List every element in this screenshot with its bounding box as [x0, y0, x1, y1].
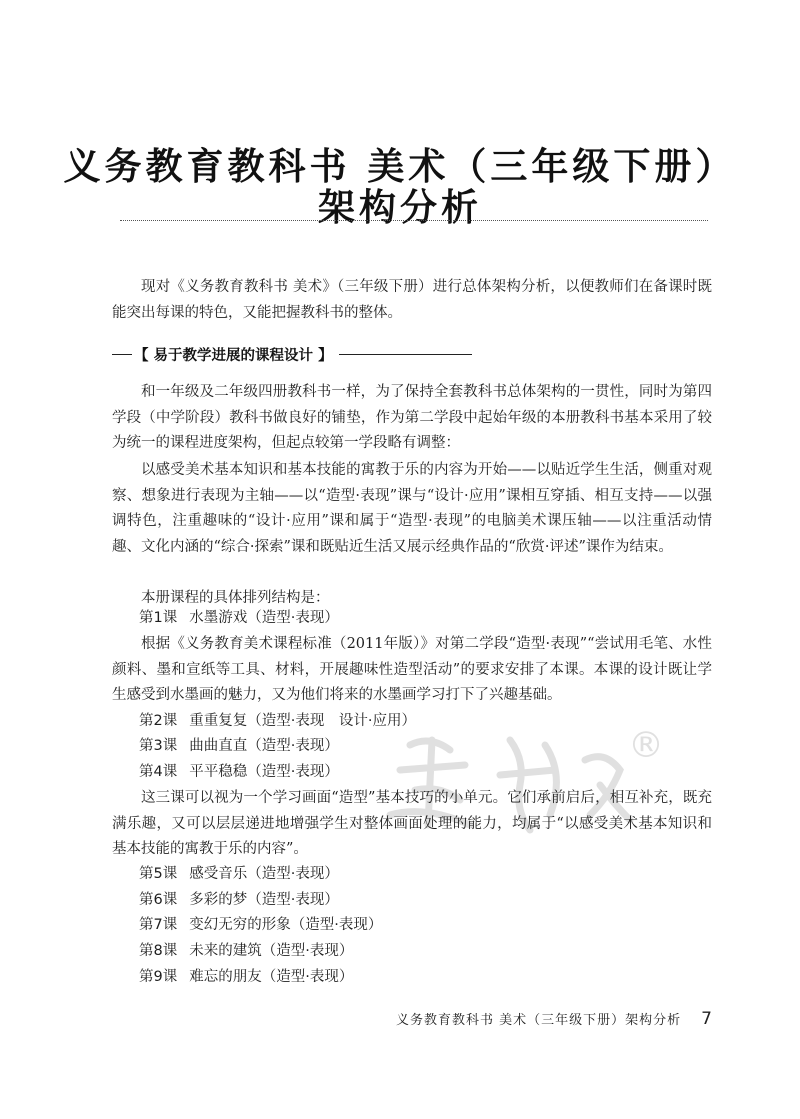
- registered-mark: ®: [628, 725, 664, 766]
- page-number: 7: [701, 1009, 712, 1029]
- lesson-number: 第4课: [139, 764, 178, 780]
- lesson-item-5: [139, 862, 339, 888]
- body-paragraph-5: 这三课可以视为一个学习画面“造型”基本技巧的小单元。它们承前启后，相互补充，既充满乐趣，又可以层层递进地增强学生对整体画面处理的能力，均属于“以感受美术基本知识和基本技能的寓教于乐的内容”。: [112, 790, 712, 857]
- lesson-title: 多彩的梦（造型·表现）: [189, 892, 339, 908]
- page-subtitle: 架构分析: [318, 186, 482, 229]
- lesson-number: 第9课: [139, 969, 178, 985]
- lesson-item-1: [139, 606, 339, 632]
- lesson-title: 感受音乐（造型·表现）: [189, 866, 339, 882]
- lesson-item-4: [139, 760, 339, 786]
- lesson-item-8: [139, 939, 353, 965]
- section-heading-rule-right: [339, 354, 472, 355]
- lesson-item-6: [139, 888, 339, 914]
- lesson-title: 重重复复（造型·表现 设计·应用）: [189, 713, 416, 729]
- lesson-item-3: [139, 734, 339, 760]
- page-title: 义务教育教科书 美术（三年级下册）: [63, 145, 737, 188]
- lesson-title: 难忘的朋友（造型·表现）: [189, 969, 354, 985]
- lesson-item-9: [139, 965, 353, 991]
- section-heading-rule-left: [112, 354, 132, 355]
- lesson-number: 第2课: [139, 713, 178, 729]
- lesson-number: 第6课: [139, 892, 178, 908]
- section-heading-text: 【 易于教学进展的课程设计 】: [134, 347, 333, 364]
- lesson-item-7: [139, 913, 382, 939]
- body-paragraph-2: 以感受美术基本知识和基本技能的寓教于乐的内容为开始——以贴近学生生活，侧重对观察、想象进行表现为主轴——以“造型·表现”课与“设计·应用”课相互穿插、相互支持——以强调特色，注重趣味的“设计·应用”课和属于“造型·表现”的电脑美术课压轴——以注重活动情趣、文化内涵的“综合·探索”课和既贴近生活又展示经典作品的“欣赏·评述”课作为结束。: [112, 462, 712, 555]
- body-paragraph-1: 和一年级及二年级四册教科书一样，为了保持全套教科书总体架构的一贯性，同时为第四学段（中学阶段）教科书做良好的铺垫，作为第二学段中起始年级的本册教科书基本采用了较为统一的课程进度架构，但起点较第一学段略有调整：: [112, 384, 712, 451]
- intro-paragraph: 现对《义务教育教科书 美术》（三年级下册）进行总体架构分析，以便教师们在备课时既能突出每课的特色，又能把握教科书的整体。: [112, 279, 712, 321]
- body-paragraph-4: 根据《义务教育美术课程标准（2011年版）》对第二学段“造型·表现”“尝试用毛笔、水性颜料、墨和宣纸等工具、材料，开展趣味性造型活动”的要求安排了本课。本课的设计既让学生感受到水墨画的魅力，又为他们将来的水墨画学习打下了兴趣基础。: [112, 636, 712, 703]
- section-heading: [112, 341, 472, 367]
- lesson-number: 第3课: [139, 738, 178, 754]
- title-dotted-divider: [120, 220, 708, 221]
- lesson-number: 第7课: [139, 917, 178, 933]
- lesson-title: 水墨游戏（造型·表现）: [189, 610, 339, 626]
- lesson-title: 曲曲直直（造型·表现）: [189, 738, 339, 754]
- body-paragraph-3: 本册课程的具体排列结构是：: [141, 590, 330, 606]
- lesson-number: 第1课: [139, 610, 178, 626]
- running-footer-title: 义务教育教科书 美术（三年级下册）架构分析: [396, 1013, 682, 1028]
- lesson-number: 第8课: [139, 943, 178, 959]
- lesson-title: 平平稳稳（造型·表现）: [189, 764, 339, 780]
- lesson-title: 变幻无穷的形象（造型·表现）: [189, 917, 383, 933]
- lesson-number: 第5课: [139, 866, 178, 882]
- lesson-title: 未来的建筑（造型·表现）: [189, 943, 354, 959]
- page-footer: [396, 1009, 712, 1029]
